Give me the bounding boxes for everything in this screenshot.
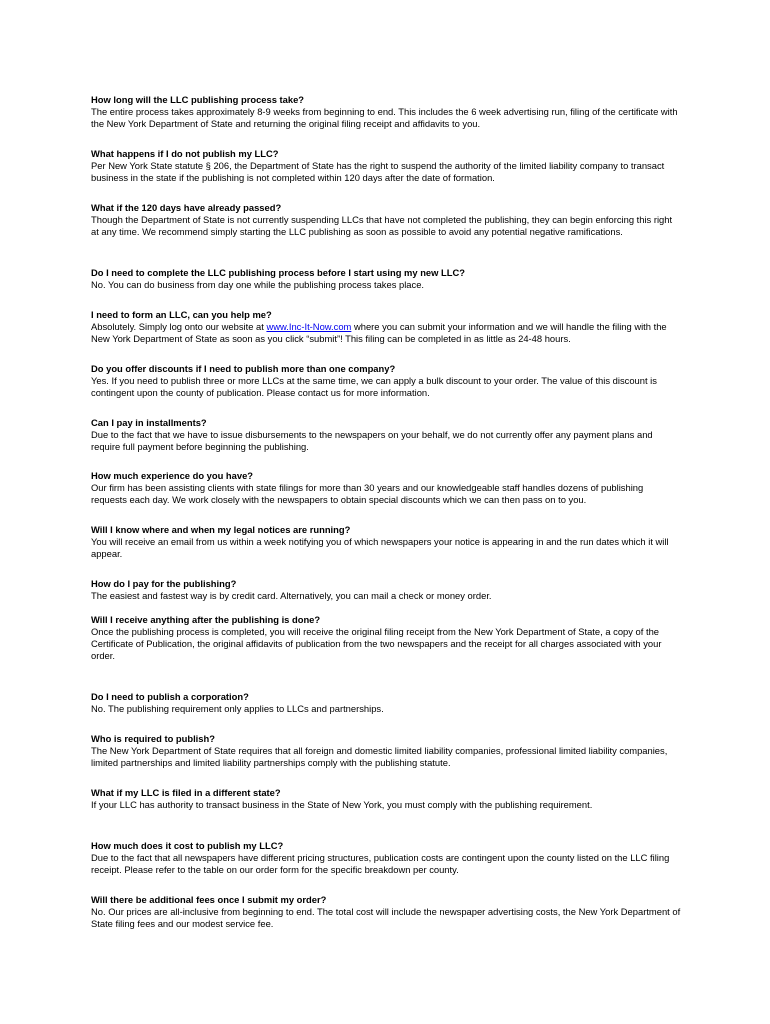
faq-answer: Per New York State statute § 206, the Department of State has the right to suspend the authority of the limited liability company to transact business in the state if the publishing is not completed within 120 days after the date of formation. xyxy=(91,160,665,183)
faq-question: Who is required to publish? xyxy=(91,733,215,744)
faq-question: Do I need to complete the LLC publishing process before I start using my new LLC? xyxy=(91,267,465,278)
faq-question: What if the 120 days have already passed? xyxy=(91,202,282,213)
faq-answer: No. You can do business from day one while the publishing process takes place. xyxy=(91,279,425,290)
website-link[interactable]: www.Inc-It-Now.com xyxy=(266,321,352,332)
faq-answer: Our firm has been assisting clients with state filings for more than 30 years and our knowledgeable staff handles dozens of publishing requests each day. We work closely with the newspapers to obtain special discounts which we can then pass on to you. xyxy=(91,482,644,505)
faq-question: How long will the LLC publishing process take? xyxy=(91,94,305,105)
faq-question: Do you offer discounts if I need to publish more than one company? xyxy=(91,363,396,374)
faq-item xyxy=(91,840,681,876)
faq-item xyxy=(91,417,681,453)
faq-answer: You will receive an email from us within a week notifying you of which newspapers your notice is appearing in and the run dates which it will appear. xyxy=(91,536,669,559)
faq-item xyxy=(91,524,681,560)
faq-answer: Due to the fact that all newspapers have different pricing structures, publication costs are contingent upon the county listed on the LLC filing receipt. Please refer to the table on our order form for the specific breakdown per county. xyxy=(91,852,670,875)
faq-item xyxy=(91,94,681,130)
faq-answer: The entire process takes approximately 8-9 weeks from beginning to end. This includes the 6 week advertising run, filing of the certificate with the New York Department of State and returning the original filing receipt and affidavits to you. xyxy=(91,106,678,129)
faq-question: Do I need to publish a corporation? xyxy=(91,691,249,702)
faq-question: What if my LLC is filed in a different state? xyxy=(91,787,281,798)
faq-question: How much does it cost to publish my LLC? xyxy=(91,840,284,851)
faq-answer: The easiest and fastest way is by credit card. Alternatively, you can mail a check or money order. xyxy=(91,590,492,601)
faq-answer: Though the Department of State is not currently suspending LLCs that have not completed the publishing, they can begin enforcing this right at any time. We recommend simply starting the LLC publishing as soon as possible to avoid any potential negative ramifications. xyxy=(91,214,673,237)
faq-answer: No. Our prices are all-inclusive from beginning to end. The total cost will include the newspaper advertising costs, the New York Department of State filing fees and our modest service fee. xyxy=(91,906,681,929)
faq-item xyxy=(91,470,681,506)
faq-question: How do I pay for the publishing? xyxy=(91,578,237,589)
faq-answer: Yes. If you need to publish three or more LLCs at the same time, we can apply a bulk discount to your order. The value of this discount is contingent upon the county of publication. Please contact us for more information. xyxy=(91,375,657,398)
faq-answer xyxy=(91,321,681,345)
faq-item xyxy=(91,614,681,662)
faq-item xyxy=(91,267,681,291)
faq-answer: The New York Department of State requires that all foreign and domestic limited liability companies, professional limited liability companies, limited partnerships and limited liability partnerships comply with the publishing statute. xyxy=(91,745,668,768)
faq-answer-text: Absolutely. Simply log onto our website at xyxy=(91,321,267,332)
faq-answer: No. The publishing requirement only applies to LLCs and partnerships. xyxy=(91,703,384,714)
faq-item xyxy=(91,202,681,238)
faq-answer: If your LLC has authority to transact business in the State of New York, you must comply with the publishing requirement. xyxy=(91,799,593,810)
faq-item xyxy=(91,363,681,399)
faq-question: How much experience do you have? xyxy=(91,470,254,481)
faq-answer-text: where you can submit your information and we will handle the filing with the New York Department of State as soon as you click “submit”! This filing can be completed in as little as 24-48 hours. xyxy=(91,321,667,344)
faq-item xyxy=(91,733,681,769)
faq-question: Will I receive anything after the publishing is done? xyxy=(91,614,321,625)
faq-item xyxy=(91,691,681,715)
faq-question: Will there be additional fees once I submit my order? xyxy=(91,894,327,905)
faq-question: I need to form an LLC, can you help me? xyxy=(91,309,272,320)
faq-answer: Once the publishing process is completed, you will receive the original filing receipt from the New York Department of State, a copy of the Certificate of Publication, the original affidavits of publication from the two newspapers and the receipt for all charges associated with your order. xyxy=(91,626,662,661)
faq-question: Will I know where and when my legal notices are running? xyxy=(91,524,351,535)
faq-item xyxy=(91,578,681,602)
faq-item xyxy=(91,309,681,345)
faq-answer: Due to the fact that we have to issue disbursements to the newspapers on your behalf, we do not currently offer any payment plans and require full payment before beginning the publishing. xyxy=(91,429,653,452)
faq-question: What happens if I do not publish my LLC? xyxy=(91,148,279,159)
faq-item xyxy=(91,894,681,930)
faq-question: Can I pay in installments? xyxy=(91,417,207,428)
faq-item xyxy=(91,787,681,811)
faq-item xyxy=(91,148,681,184)
